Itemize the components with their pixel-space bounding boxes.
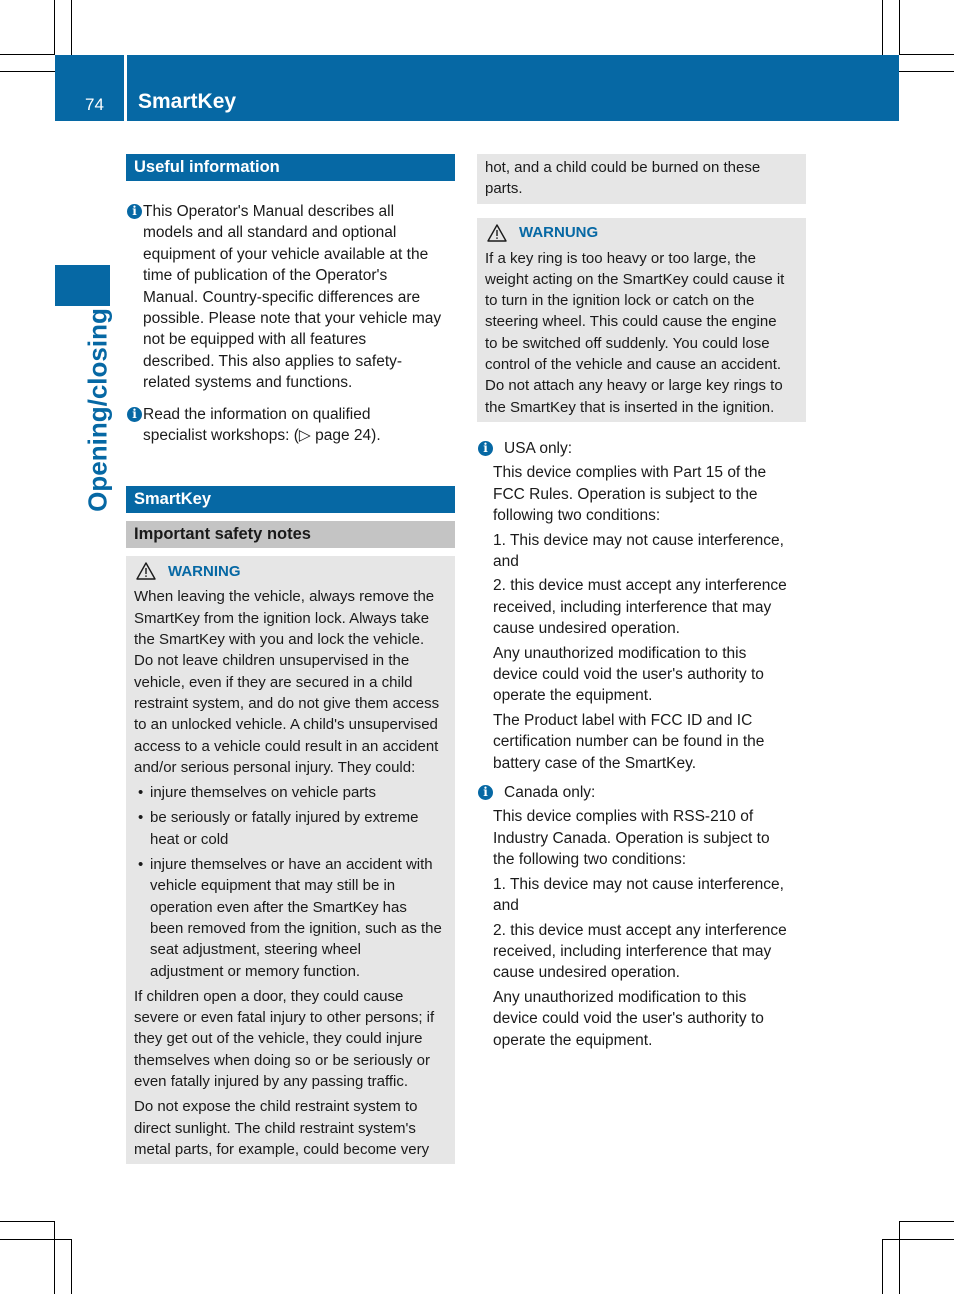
warnung-box [477, 218, 806, 422]
warning-box-continued [477, 154, 806, 204]
info-icon: i [478, 785, 493, 800]
paragraph: Any unauthorized modification to this device could void the user's authority to operate the equipment. [493, 644, 764, 705]
left-column [126, 154, 455, 1164]
heading-important-safety-notes: Important safety notes [126, 521, 455, 548]
crop-mark [0, 1221, 55, 1222]
crop-mark [0, 54, 55, 55]
info-note [126, 404, 455, 447]
list-item: • injure themselves or have an accident with vehicle equipment that may still be in operation even after the SmartKey has been removed from the ignition, such as the seat adjustment, steering wheel adjustment or memory function. [134, 854, 447, 982]
paragraph: 1. This device may not cause interference, and [493, 875, 784, 915]
info-note [126, 201, 455, 394]
paragraph: 2. this device must accept any interference received, including interference that may cause undesired operation. [493, 577, 787, 638]
paragraph: The Product label with FCC ID and IC certification number can be found in the battery case of the SmartKey. [493, 711, 765, 772]
crop-mark [899, 1221, 900, 1294]
warning-header [485, 222, 798, 244]
warning-paragraph: If children open a door, they could cause severe or even fatal injury to other persons; if they get out of the vehicle, they could injure themselves when doing so or be seriously or even fatally injured by any passing traffic. [134, 987, 435, 1090]
page-reference-link[interactable]: specialist workshops: (▷ page 24). [143, 427, 381, 445]
crop-mark [882, 1239, 954, 1240]
paragraph: Any unauthorized modification to this device could void the user's authority to operate the equipment. [493, 988, 764, 1049]
paragraph: This device complies with RSS-210 of Industry Canada. Operation is subject to the following two conditions: [493, 808, 770, 869]
list-item: • be seriously or fatally injured by extreme heat or cold [134, 807, 447, 850]
info-lead-text: USA only: [504, 439, 573, 457]
warning-header [134, 560, 447, 582]
paragraph: This device complies with Part 15 of the FCC Rules. Operation is subject to the following two conditions: [493, 464, 767, 525]
crop-mark [899, 0, 900, 55]
header-divider [124, 55, 127, 121]
warning-continued-text: hot, and a child could be burned on these parts. [485, 159, 761, 198]
warning-bullet-list [134, 782, 447, 982]
info-icon: i [127, 407, 142, 422]
chapter-tab [55, 265, 110, 306]
warning-triangle-icon [487, 224, 507, 242]
crop-mark [899, 1221, 954, 1222]
paragraph: 2. this device must accept any interference received, including interference that may cause undesired operation. [493, 921, 787, 982]
paragraph: 1. This device may not cause interference, and [493, 531, 784, 570]
crop-mark [882, 1239, 883, 1294]
crop-mark [71, 0, 72, 55]
crop-mark [882, 0, 883, 55]
page-number: 74 [85, 95, 104, 114]
crop-mark [54, 0, 55, 55]
crop-mark [0, 71, 55, 72]
info-icon: i [478, 441, 493, 456]
warning-triangle-icon [136, 562, 156, 580]
warning-title: WARNING [168, 562, 241, 580]
info-icon: i [127, 204, 142, 219]
right-column [477, 154, 806, 1054]
warning-paragraph: If a key ring is too heavy or too large, the weight acting on the SmartKey could cause it to turn in the ignition lock or catch on the steering wheel. This could cause the engine to be switched off suddenly. You could lose control of the vehicle and cause an accident. Do not attach any heavy or large key rings to the SmartKey that is inserted in the ignition. [485, 249, 785, 416]
heading-useful-information: Useful information [126, 154, 455, 181]
crop-mark [0, 1239, 71, 1240]
info-note-canada [477, 782, 806, 803]
running-title: SmartKey [138, 90, 237, 113]
chapter-label: Opening/closing [82, 308, 113, 512]
heading-smartkey: SmartKey [126, 486, 455, 513]
info-text: This Operator's Manual describes all models and all standard and optional equipment of your vehicle available at the time of publication of the Operator's Manual. Country-specific differences are possible. Please note that your vehicle may not be equipped with all features described. This also applies to safety- related systems and functions. [143, 203, 442, 392]
info-lead-text: Canada only: [504, 784, 596, 802]
info-note-usa [477, 438, 806, 459]
list-item: • injure themselves on vehicle parts [134, 782, 447, 803]
usa-body [477, 462, 806, 774]
info-text: Read the information on qualified specialist workshops: (▷ page 24). [143, 404, 455, 447]
warning-paragraph: Do not expose the child restraint system to direct sunlight. The child restraint system's metal parts, for example, could become very [134, 1098, 430, 1158]
warning-title: WARNUNG [519, 223, 599, 241]
crop-mark [71, 1239, 72, 1294]
crop-mark [899, 71, 954, 72]
warning-intro: When leaving the vehicle, always remove the SmartKey from the ignition lock. Always take the SmartKey with you and lock the vehicle. Do not leave children unsupervised in the vehicle, even if they are secured in a child restraint system, and do not give them access to an unlocked vehicle. A child's unsupervised access to a vehicle could result in an accident and/or serious personal injury. They could: [134, 588, 440, 776]
crop-mark [54, 1221, 55, 1294]
warning-box [126, 556, 455, 1164]
canada-body [477, 806, 806, 1050]
crop-mark [899, 54, 954, 55]
